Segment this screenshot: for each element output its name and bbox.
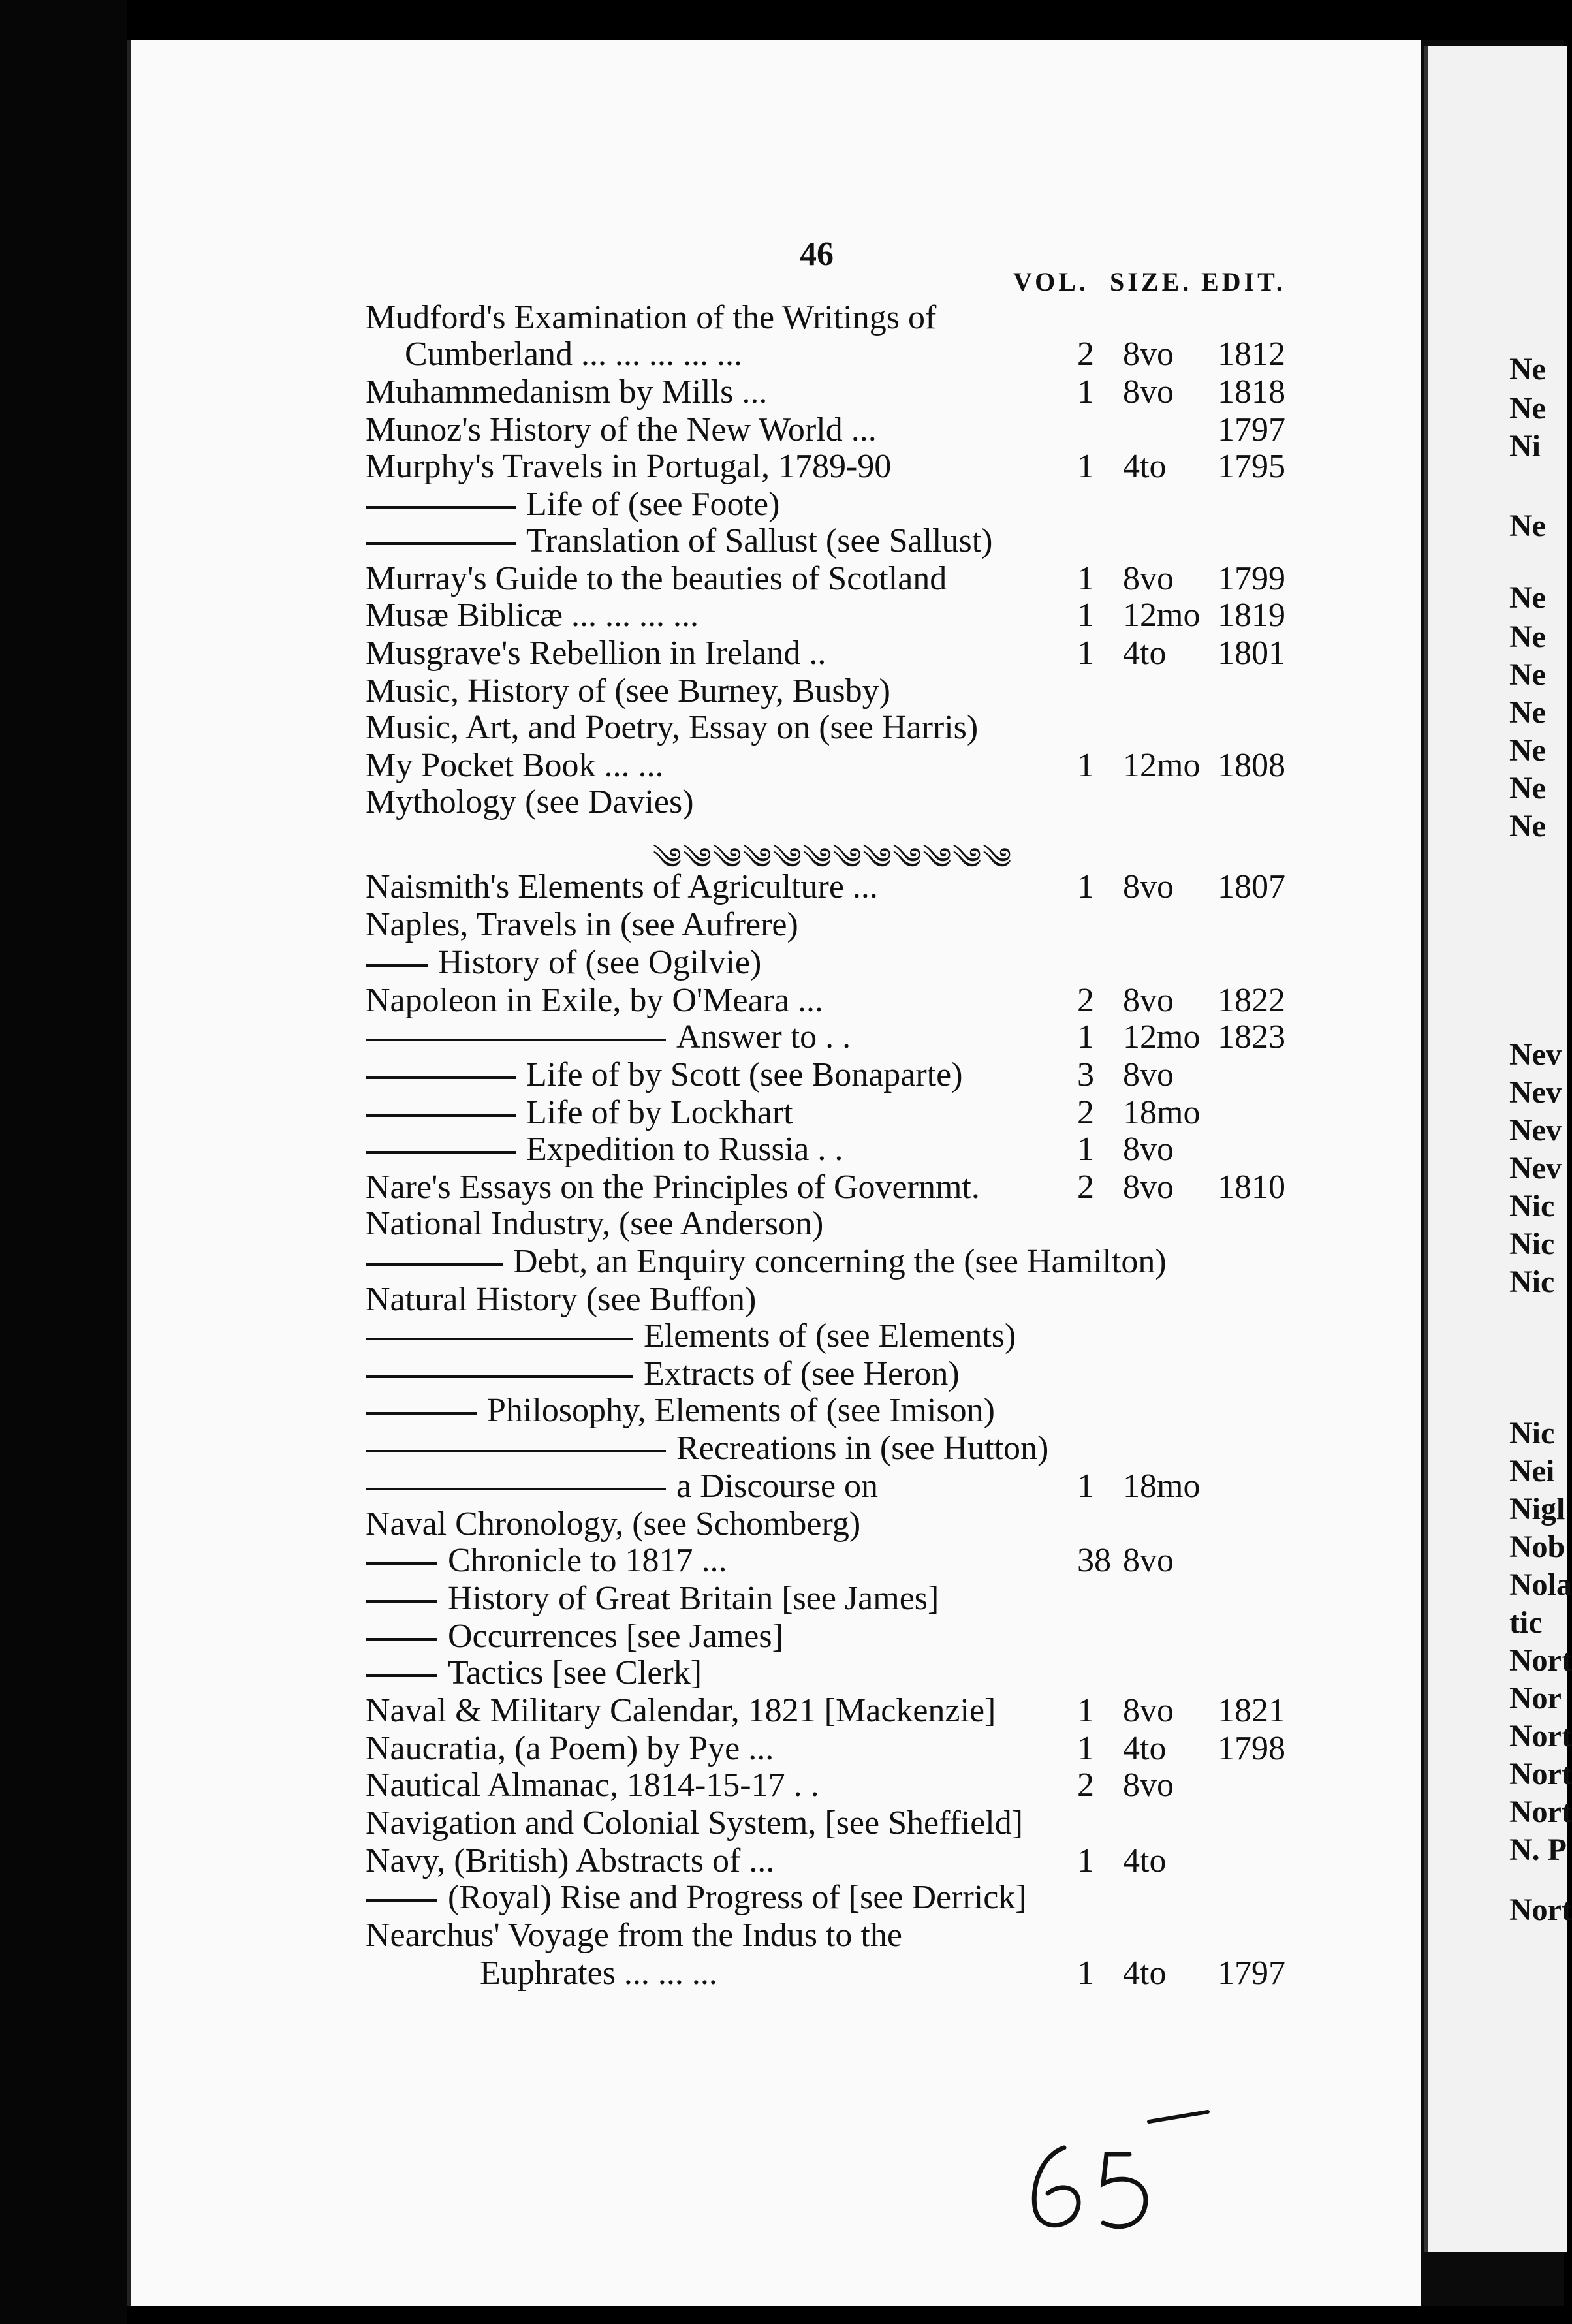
entry-size: 18mo (1123, 1094, 1201, 1131)
entry-edit: 1795 (1218, 448, 1285, 485)
entry-vol: 1 (1077, 1018, 1094, 1056)
entry-title (366, 1618, 783, 1656)
column-header-edit: EDIT. (1201, 267, 1286, 296)
entry-title-text: Music, Art, and Poetry, Essay on (see Harris) (366, 709, 979, 746)
catalogue-entry (0, 1468, 1564, 1505)
entry-title-text: Natural History (see Buffon) (366, 1281, 757, 1318)
entry-title (366, 747, 663, 785)
entry-edit: 1799 (1218, 560, 1285, 597)
adjacent-page-fragment: Ne (1509, 809, 1546, 843)
entry-vol: 1 (1077, 747, 1094, 784)
entry-title-text: Chronicle to 1817 ... (448, 1542, 727, 1579)
catalogue-entry (0, 906, 1564, 944)
entry-title (366, 982, 823, 1020)
entry-vol: 3 (1077, 1056, 1094, 1093)
entry-vol: 1 (1077, 597, 1094, 634)
entry-size: 8vo (1123, 868, 1174, 905)
entry-size: 12mo (1123, 747, 1201, 784)
adjacent-page-fragment: Nic (1509, 1189, 1555, 1223)
adjacent-page-fragment: Nev (1509, 1113, 1562, 1148)
entry-title-text: Naples, Travels in (see Aufrere) (366, 906, 798, 943)
catalogue-entry (0, 1730, 1564, 1768)
entry-title (366, 1281, 756, 1319)
ditto-rule (366, 1412, 477, 1415)
entry-title (366, 1804, 1023, 1842)
adjacent-page-fragment: Nor (1509, 1681, 1562, 1716)
entry-title (366, 1169, 980, 1206)
entry-title-text: My Pocket Book ... ... (366, 747, 664, 784)
entry-title-text: Translation of Sallust (see Sallust) (526, 522, 993, 559)
adjacent-page-fragment: Ne (1509, 657, 1546, 692)
entry-title-text: Life of by Scott (see Bonaparte) (526, 1056, 963, 1093)
entry-title (366, 783, 694, 821)
catalogue-entry (0, 1804, 1564, 1842)
ditto-rule (366, 542, 516, 545)
adjacent-page-fragment: Ne (1509, 695, 1546, 730)
entry-title-text: Musæ Biblicæ ... ... ... ... (366, 597, 699, 634)
adjacent-page-fragment: Nort (1509, 1757, 1572, 1791)
catalogue-entry (0, 747, 1564, 785)
entry-title (366, 635, 826, 672)
adjacent-page-fragment: Nev (1509, 1151, 1562, 1186)
entry-title-text: Life of (see Foote) (526, 486, 780, 523)
entry-title (366, 1317, 1016, 1355)
catalogue-entry (0, 982, 1564, 1020)
adjacent-page-fragment: Nigl (1509, 1492, 1565, 1526)
entry-title-text: Naval Chronology, (see Schomberg) (366, 1505, 861, 1543)
entry-edit: 1823 (1218, 1018, 1285, 1056)
ditto-rule (366, 1600, 437, 1603)
adjacent-page-fragment: Ne (1509, 580, 1546, 615)
page-number: 46 (800, 236, 834, 273)
entry-title-text: Occurrences [see James] (448, 1618, 783, 1655)
entry-title (366, 1842, 774, 1880)
entry-size: 8vo (1123, 560, 1174, 597)
entry-size: 4to (1123, 1842, 1167, 1879)
adjacent-page-fragment: Nort (1509, 1892, 1572, 1927)
entry-title-text: Navy, (British) Abstracts of ... (366, 1842, 775, 1879)
ditto-rule (366, 1562, 437, 1565)
catalogue-entry (0, 944, 1564, 982)
catalogue-entry (0, 336, 1564, 373)
entry-title-text: Naismith's Elements of Agriculture ... (366, 868, 878, 905)
ditto-rule (366, 1114, 516, 1117)
entry-title (366, 1468, 878, 1505)
adjacent-page-fragment: Ne (1509, 771, 1546, 806)
entry-size: 8vo (1123, 336, 1174, 373)
entry-size: 4to (1123, 1730, 1167, 1767)
entry-title (366, 1730, 774, 1768)
handwritten-note (1018, 2102, 1227, 2239)
entry-title (366, 448, 891, 486)
adjacent-page-fragment: Ne (1509, 391, 1546, 426)
entry-title-text: Euphrates ... ... ... (480, 1955, 717, 1992)
ditto-rule (366, 1674, 437, 1677)
adjacent-page-fragment: Nev (1509, 1075, 1562, 1110)
adjacent-page-fragment: Ne (1509, 509, 1546, 543)
catalogue-entry (0, 597, 1564, 635)
ditto-rule (366, 1488, 666, 1490)
entry-edit: 1812 (1218, 336, 1285, 373)
entry-title-text: Expedition to Russia . . (526, 1131, 843, 1168)
catalogue-entry (0, 635, 1564, 672)
entry-title-text: Napoleon in Exile, by O'Meara ... (366, 982, 824, 1019)
adjacent-page-fragment: Nic (1509, 1264, 1555, 1299)
entry-title-text: Munoz's History of the New World ... (366, 411, 877, 448)
entry-title (366, 486, 779, 524)
ditto-rule (366, 1375, 633, 1378)
entry-edit: 1821 (1218, 1692, 1285, 1729)
entry-edit: 1819 (1218, 597, 1285, 634)
entry-title (366, 1018, 851, 1056)
catalogue-entry (0, 1392, 1564, 1430)
ditto-rule (366, 1151, 516, 1154)
entry-vol: 2 (1077, 1767, 1094, 1804)
catalogue-entry (0, 411, 1564, 449)
entry-size: 8vo (1123, 1169, 1174, 1206)
entry-title-text: Mudford's Examination of the Writings of (366, 299, 937, 336)
entry-title (366, 299, 936, 337)
adjacent-page-fragment: Nort (1509, 1795, 1572, 1829)
entry-title (366, 1505, 860, 1543)
entry-title (366, 1094, 793, 1132)
entry-title-text: Life of by Lockhart (526, 1094, 793, 1131)
catalogue-entry (0, 522, 1564, 560)
entry-title-text: Murphy's Travels in Portugal, 1789-90 (366, 448, 892, 485)
entry-vol: 2 (1077, 982, 1094, 1019)
catalogue-entry (0, 672, 1564, 710)
ditto-rule (366, 1638, 437, 1641)
entry-title (366, 709, 978, 747)
entry-title-text: (Royal) Rise and Progress of [see Derrick] (448, 1879, 1027, 1916)
entry-size: 8vo (1123, 1767, 1174, 1804)
entry-title (366, 1542, 727, 1580)
adjacent-page-fragment: Nort (1509, 1643, 1572, 1678)
catalogue-entry (0, 1618, 1564, 1656)
adjacent-page-fragment: Nola (1509, 1567, 1572, 1602)
entry-vol: 38 (1077, 1542, 1111, 1579)
entry-title-text: Music, History of (see Burney, Busby) (366, 672, 890, 710)
ditto-rule (366, 1899, 437, 1902)
entry-vol: 2 (1077, 336, 1094, 373)
column-header-vol: VOL. (1013, 267, 1089, 296)
catalogue-entry (0, 1580, 1564, 1618)
entry-vol: 1 (1077, 868, 1094, 905)
ditto-rule (366, 1039, 666, 1041)
catalogue-entry (0, 783, 1564, 821)
entry-title-text: Murray's Guide to the beauties of Scotland (366, 560, 947, 597)
entry-title-text: Naucratia, (a Poem) by Pye ... (366, 1730, 774, 1767)
entry-title (366, 1879, 1027, 1917)
entry-title-text: Tactics [see Clerk] (448, 1654, 702, 1691)
catalogue-entry (0, 1767, 1564, 1804)
entry-title (366, 1692, 996, 1730)
catalogue-entry (0, 1205, 1564, 1243)
adjacent-page-fragment: N. P (1509, 1832, 1567, 1867)
adjacent-page-fragment: Ne (1509, 352, 1546, 386)
entry-title-text: Muhammedanism by Mills ... (366, 373, 768, 411)
entry-edit: 1801 (1218, 635, 1285, 672)
entry-title (366, 944, 761, 982)
entry-edit: 1810 (1218, 1169, 1285, 1206)
entry-title-text: a Discourse on (676, 1468, 879, 1505)
entry-edit: 1807 (1218, 868, 1285, 905)
entry-size: 8vo (1123, 1542, 1174, 1579)
entry-size: 4to (1123, 448, 1167, 485)
entry-title-text: Elements of (see Elements) (644, 1317, 1016, 1355)
entry-title (366, 672, 890, 710)
entry-edit: 1818 (1218, 373, 1285, 411)
entry-title (366, 1580, 939, 1618)
entry-title (366, 522, 993, 560)
entry-vol: 1 (1077, 1468, 1094, 1505)
entry-vol: 1 (1077, 1730, 1094, 1767)
entry-title-text: Debt, an Enquiry concerning the (see Hamilton) (513, 1243, 1167, 1280)
catalogue-entry (0, 373, 1564, 411)
entry-title (366, 1654, 702, 1692)
adjacent-page-fragment: Ne (1509, 733, 1546, 768)
catalogue-entry (0, 1131, 1564, 1169)
entry-size: 8vo (1123, 982, 1174, 1019)
entry-title-text: Mythology (see Davies) (366, 783, 694, 821)
entry-vol: 1 (1077, 1955, 1094, 1992)
ditto-rule (366, 964, 428, 967)
entry-title (366, 1205, 823, 1243)
entry-title-text: Nare's Essays on the Principles of Governmt. (366, 1169, 980, 1206)
entry-size: 4to (1123, 1955, 1167, 1992)
catalogue-entry (0, 1917, 1564, 1955)
entry-edit: 1797 (1218, 411, 1285, 448)
entry-title (366, 411, 877, 449)
entry-size: 8vo (1123, 1056, 1174, 1093)
catalogue-entry (0, 1692, 1564, 1730)
entry-edit: 1808 (1218, 747, 1285, 784)
catalogue-entry (0, 486, 1564, 524)
entry-size: 12mo (1123, 1018, 1201, 1056)
entry-title-text: Philosophy, Elements of (see Imison) (487, 1392, 995, 1429)
entry-title (366, 1056, 963, 1094)
catalogue-entry (0, 1654, 1564, 1692)
entry-title (366, 597, 699, 635)
entry-title-text: Musgrave's Rebellion in Ireland .. (366, 635, 826, 672)
ditto-rule (366, 506, 516, 509)
entry-title (366, 1355, 960, 1393)
ditto-rule (366, 1450, 666, 1452)
ditto-rule (366, 1263, 503, 1266)
catalogue-entry (0, 560, 1564, 598)
adjacent-page-fragment: Nic (1509, 1227, 1555, 1261)
catalogue-entry (0, 1281, 1564, 1319)
entry-edit: 1797 (1218, 1955, 1285, 1992)
catalogue-entry (0, 1842, 1564, 1880)
entry-title-text: Cumberland ... ... ... ... ... (405, 336, 743, 373)
entry-title (480, 1955, 717, 1992)
adjacent-page-fragment: Nic (1509, 1416, 1555, 1451)
entry-title (405, 336, 742, 373)
entry-size: 8vo (1123, 373, 1174, 411)
entry-vol: 1 (1077, 448, 1094, 485)
entry-size: 18mo (1123, 1468, 1201, 1505)
entry-vol: 1 (1077, 1131, 1094, 1168)
entry-edit: 1798 (1218, 1730, 1285, 1767)
entry-title-text: Navigation and Colonial System, [see Sheffield] (366, 1804, 1024, 1842)
catalogue-entry (0, 1169, 1564, 1206)
entry-vol: 2 (1077, 1169, 1094, 1206)
entry-vol: 1 (1077, 1842, 1094, 1879)
catalogue-entry (0, 1355, 1564, 1393)
adjacent-page-fragment: tic (1509, 1605, 1543, 1640)
entry-title (366, 1767, 819, 1804)
entry-title (366, 560, 947, 598)
adjacent-page-fragment: Ne (1509, 620, 1546, 654)
entry-title-text: Nearchus' Voyage from the Indus to the (366, 1917, 902, 1954)
entry-size: 8vo (1123, 1692, 1174, 1729)
adjacent-page-fragment: Nort (1509, 1719, 1572, 1753)
entry-title (366, 1131, 843, 1169)
entry-title-text: Naval & Military Calendar, 1821 [Mackenzie] (366, 1692, 996, 1729)
ditto-rule (366, 1076, 516, 1079)
entry-title (366, 373, 767, 411)
entry-size: 4to (1123, 635, 1167, 672)
section-ornament: ༄༄༄༄༄༄༄༄༄༄༄༄ (653, 842, 1013, 875)
catalogue-entry (0, 1542, 1564, 1580)
entry-title-text: Nautical Almanac, 1814-15-17 . . (366, 1767, 819, 1804)
catalogue-entry (0, 299, 1564, 337)
entry-vol: 1 (1077, 635, 1094, 672)
column-header-size: SIZE. (1110, 267, 1193, 296)
catalogue-entry (0, 1955, 1564, 1992)
entry-size: 8vo (1123, 1131, 1174, 1168)
adjacent-page-fragment: Ni (1509, 429, 1541, 463)
entry-title-text: History of (see Ogilvie) (438, 944, 762, 981)
catalogue-entry (0, 1056, 1564, 1094)
entry-title (366, 1430, 1048, 1468)
entry-vol: 1 (1077, 1692, 1094, 1729)
catalogue-entry (0, 1243, 1564, 1281)
adjacent-page-fragment: Nev (1509, 1037, 1562, 1072)
entry-title-text: Answer to . . (676, 1018, 851, 1056)
entry-title-text: National Industry, (see Anderson) (366, 1205, 824, 1242)
entry-title-text: History of Great Britain [see James] (448, 1580, 939, 1617)
entry-title (366, 1917, 902, 1955)
entry-title (366, 1243, 1167, 1281)
catalogue-entry (0, 1094, 1564, 1132)
adjacent-page-fragment: Nei (1509, 1454, 1555, 1488)
catalogue-entry (0, 1505, 1564, 1543)
catalogue-entry (0, 1430, 1564, 1468)
ditto-rule (366, 1338, 633, 1340)
entry-vol: 1 (1077, 373, 1094, 411)
entry-vol: 2 (1077, 1094, 1094, 1131)
catalogue-entry (0, 448, 1564, 486)
entry-title-text: Recreations in (see Hutton) (676, 1430, 1049, 1467)
catalogue-entry (0, 1018, 1564, 1056)
entry-title (366, 906, 798, 944)
entry-title (366, 1392, 995, 1430)
catalogue-entry (0, 1317, 1564, 1355)
adjacent-page-fragment: Nob (1509, 1530, 1565, 1564)
catalogue-entry (0, 1879, 1564, 1917)
entry-edit: 1822 (1218, 982, 1285, 1019)
entry-vol: 1 (1077, 560, 1094, 597)
catalogue-entry (0, 709, 1564, 747)
entry-title-text: Extracts of (see Heron) (644, 1355, 960, 1392)
entry-size: 12mo (1123, 597, 1201, 634)
